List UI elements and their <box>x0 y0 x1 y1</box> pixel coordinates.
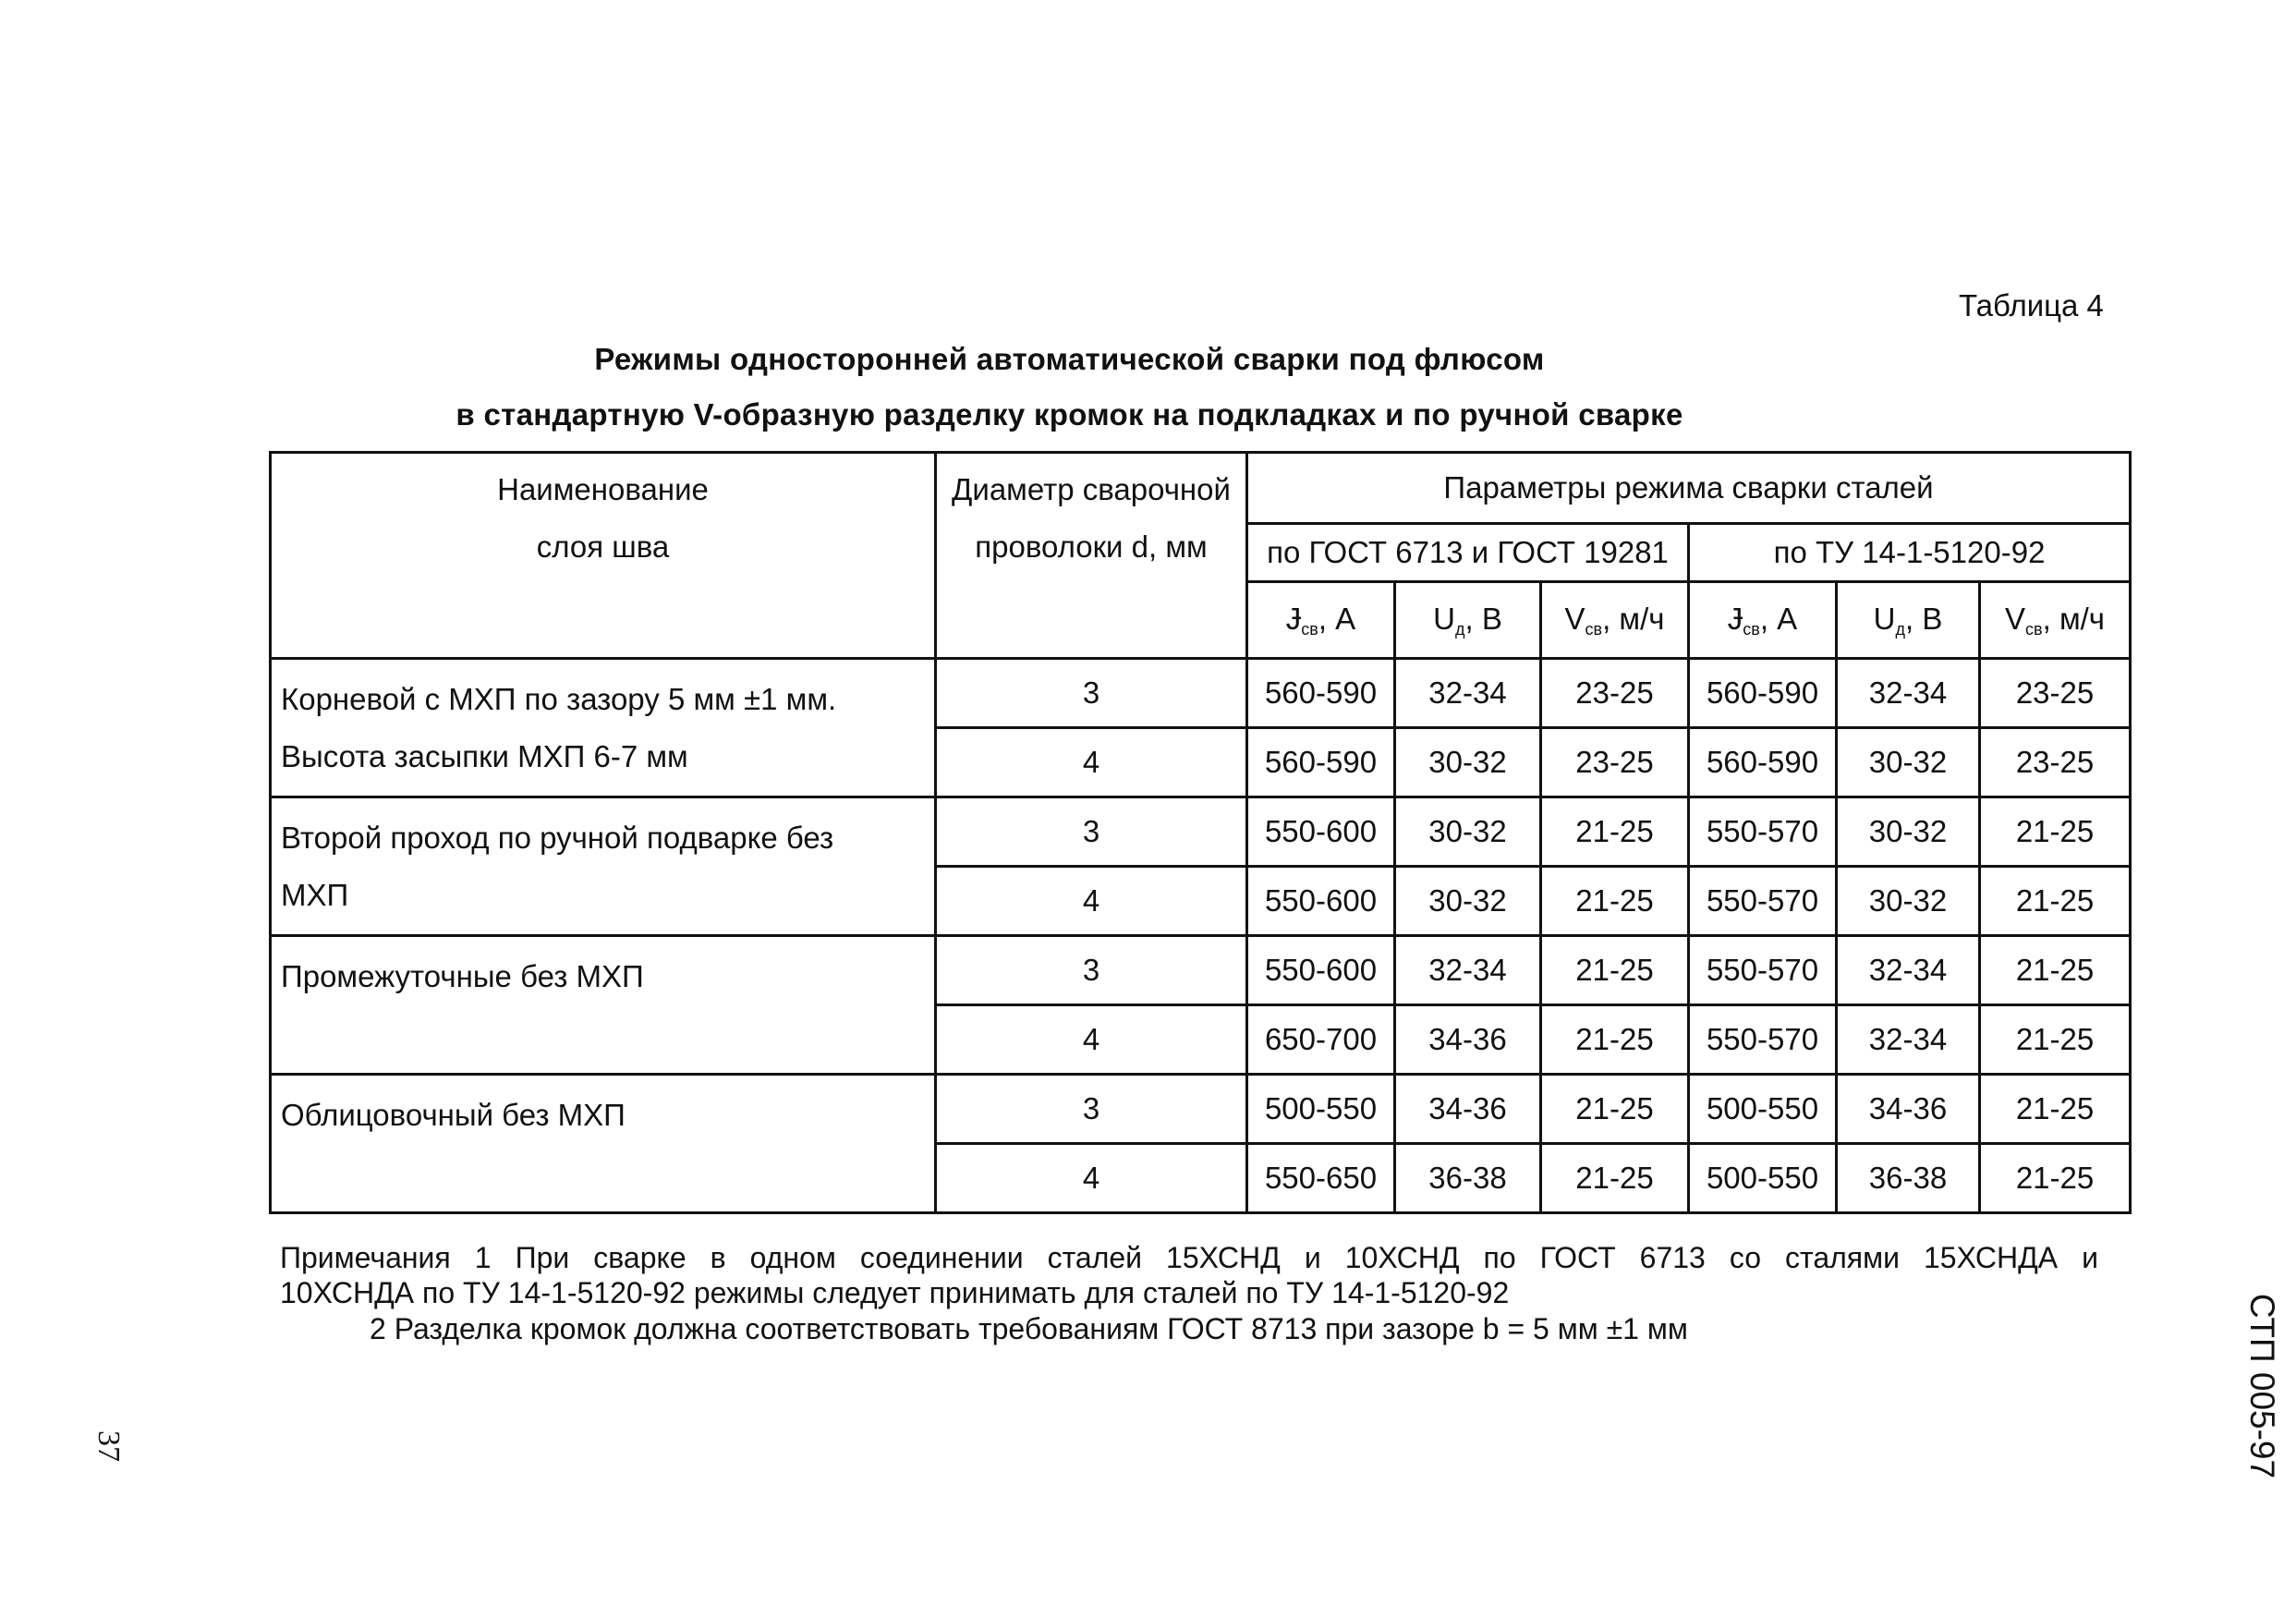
wire-diameter-cell: 3 <box>936 659 1247 728</box>
parameter-value-cell: 560-590 <box>1247 659 1395 728</box>
header-unit-cell <box>1689 582 1837 659</box>
parameter-value-cell: 21-25 <box>1980 1144 2131 1213</box>
parameter-value-cell: 500-550 <box>1689 1144 1837 1213</box>
parameter-value-cell: 21-25 <box>1980 797 2131 867</box>
parameter-value-cell: 21-25 <box>1541 1005 1689 1075</box>
layer-name-line-1: Промежуточные без МХП <box>281 959 644 993</box>
header-layer-name-line-2: слоя шва <box>536 529 670 564</box>
parameter-value-cell: 30-32 <box>1395 797 1541 867</box>
unit-symbol: V <box>1564 601 1585 636</box>
parameter-value-cell: 32-34 <box>1837 936 1980 1005</box>
unit-suffix: , А <box>1759 601 1798 636</box>
layer-name-line-1: Второй проход по ручной подварке без <box>281 821 834 855</box>
header-layer-name <box>271 453 936 659</box>
header-group-tu: по ТУ 14-1-5120-92 <box>1689 524 2131 582</box>
header-unit-cell <box>1541 582 1689 659</box>
parameter-value-cell: 21-25 <box>1541 867 1689 936</box>
parameter-value-cell: 550-570 <box>1689 867 1837 936</box>
unit-symbol: Ɉ <box>1727 601 1743 636</box>
note-1-line-1: Примечания 1 При сварке в одном соединении сталей 15ХСНД и 10ХСНД по ГОСТ 6713 со сталями 15ХСНДА и <box>280 1241 2098 1274</box>
unit-symbol: U <box>1433 601 1455 636</box>
unit-symbol: Ɉ <box>1285 601 1302 636</box>
header-wire-diameter-line-1: Диаметр сварочной <box>952 472 1231 506</box>
layer-name-cell <box>271 659 936 797</box>
unit-suffix: , В <box>1464 601 1502 636</box>
wire-diameter-cell: 3 <box>936 797 1247 867</box>
header-unit-label <box>2005 602 2105 639</box>
unit-suffix: , м/ч <box>2042 601 2105 636</box>
welding-modes-table <box>269 451 2132 1214</box>
table-title-line-2: в стандартную V-образную разделку кромок на подкладках и по ручной сварке <box>456 397 1683 432</box>
layer-name-line-2: МХП <box>281 878 349 912</box>
layer-name-line-1: Облицовочный без МХП <box>281 1098 626 1132</box>
parameter-value-cell: 550-570 <box>1689 1005 1837 1075</box>
parameter-value-cell: 550-570 <box>1689 936 1837 1005</box>
parameter-value-cell: 21-25 <box>1980 1005 2131 1075</box>
wire-diameter-cell: 4 <box>936 867 1247 936</box>
parameter-value-cell: 23-25 <box>1541 659 1689 728</box>
header-unit-label <box>1565 602 1665 639</box>
table-row <box>271 797 2131 867</box>
parameter-value-cell: 32-34 <box>1837 1005 1980 1075</box>
parameter-value-cell: 550-600 <box>1247 936 1395 1005</box>
unit-subscript: св <box>2025 619 2043 639</box>
header-unit-cell <box>1247 582 1395 659</box>
parameter-value-cell: 34-36 <box>1395 1005 1541 1075</box>
note-2: 2 Разделка кромок должна соответствовать требованиям ГОСТ 8713 при зазоре b = 5 мм ±1 мм <box>370 1312 1688 1345</box>
header-welding-parameters: Параметры режима сварки сталей <box>1247 453 2131 524</box>
unit-subscript: д <box>1895 619 1905 639</box>
parameter-value-cell: 21-25 <box>1980 936 2131 1005</box>
header-unit-cell <box>1395 582 1541 659</box>
page-number: 37 <box>91 1430 126 1462</box>
layer-name-line-1: Корневой с МХП по зазору 5 мм ±1 мм. <box>281 682 837 716</box>
layer-name-cell <box>271 1075 936 1213</box>
table-row <box>271 1075 2131 1144</box>
parameter-value-cell: 30-32 <box>1837 797 1980 867</box>
parameter-value-cell: 560-590 <box>1689 659 1837 728</box>
unit-symbol: U <box>1873 601 1896 636</box>
unit-suffix: , В <box>1905 601 1943 636</box>
parameter-value-cell: 550-600 <box>1247 797 1395 867</box>
header-group-gost: по ГОСТ 6713 и ГОСТ 19281 <box>1247 524 1689 582</box>
parameter-value-cell: 30-32 <box>1395 728 1541 797</box>
wire-diameter-cell: 4 <box>936 728 1247 797</box>
parameter-value-cell: 32-34 <box>1395 659 1541 728</box>
parameter-value-cell: 650-700 <box>1247 1005 1395 1075</box>
wire-diameter-cell: 3 <box>936 1075 1247 1144</box>
parameter-value-cell: 550-600 <box>1247 867 1395 936</box>
parameter-value-cell: 21-25 <box>1541 797 1689 867</box>
parameter-value-cell: 30-32 <box>1837 728 1980 797</box>
table-number: Таблица 4 <box>1959 288 2104 322</box>
header-unit-cell <box>1980 582 2131 659</box>
parameter-value-cell: 30-32 <box>1395 867 1541 936</box>
parameter-value-cell: 21-25 <box>1541 1075 1689 1144</box>
unit-subscript: д <box>1454 619 1465 639</box>
table-row <box>271 936 2131 1005</box>
wire-diameter-cell: 3 <box>936 936 1247 1005</box>
table-row <box>271 659 2131 728</box>
header-unit-label <box>1286 602 1355 639</box>
unit-subscript: св <box>1743 619 1760 639</box>
layer-name-cell <box>271 797 936 936</box>
unit-symbol: V <box>2005 601 2026 636</box>
unit-suffix: , м/ч <box>1602 601 1665 636</box>
parameter-value-cell: 550-570 <box>1689 797 1837 867</box>
parameter-value-cell: 21-25 <box>1541 936 1689 1005</box>
parameter-value-cell: 560-590 <box>1689 728 1837 797</box>
parameter-value-cell: 23-25 <box>1541 728 1689 797</box>
parameter-value-cell: 21-25 <box>1541 1144 1689 1213</box>
header-unit-label <box>1433 602 1502 639</box>
header-unit-label <box>1874 602 1943 639</box>
wire-diameter-cell: 4 <box>936 1005 1247 1075</box>
parameter-value-cell: 32-34 <box>1395 936 1541 1005</box>
parameter-value-cell: 21-25 <box>1980 1075 2131 1144</box>
parameter-value-cell: 36-38 <box>1837 1144 1980 1213</box>
parameter-value-cell: 500-550 <box>1689 1075 1837 1144</box>
parameter-value-cell: 23-25 <box>1980 659 2131 728</box>
unit-subscript: св <box>1585 619 1603 639</box>
wire-diameter-cell: 4 <box>936 1144 1247 1213</box>
parameter-value-cell: 36-38 <box>1395 1144 1541 1213</box>
document-code: СТП 005-97 <box>2243 1293 2281 1479</box>
parameter-value-cell: 34-36 <box>1837 1075 1980 1144</box>
parameter-value-cell: 30-32 <box>1837 867 1980 936</box>
parameter-value-cell: 500-550 <box>1247 1075 1395 1144</box>
note-1-line-2: 10ХСНДА по ТУ 14-1-5120-92 режимы следует принимать для сталей по ТУ 14-1-5120-92 <box>280 1276 1510 1309</box>
header-unit-cell <box>1837 582 1980 659</box>
unit-subscript: св <box>1301 619 1318 639</box>
parameter-value-cell: 550-650 <box>1247 1144 1395 1213</box>
header-wire-diameter <box>936 453 1247 659</box>
table-title-line-1: Режимы односторонней автоматической сварки под флюсом <box>594 342 1545 376</box>
header-wire-diameter-line-2: проволоки d, мм <box>975 529 1208 564</box>
header-unit-label <box>1728 602 1797 639</box>
header-layer-name-line-1: Наименование <box>497 472 709 506</box>
parameter-value-cell: 560-590 <box>1247 728 1395 797</box>
layer-name-cell <box>271 936 936 1075</box>
parameter-value-cell: 34-36 <box>1395 1075 1541 1144</box>
parameter-value-cell: 32-34 <box>1837 659 1980 728</box>
parameter-value-cell: 23-25 <box>1980 728 2131 797</box>
unit-suffix: , А <box>1318 601 1356 636</box>
layer-name-line-2: Высота засыпки МХП 6-7 мм <box>281 739 688 773</box>
parameter-value-cell: 21-25 <box>1980 867 2131 936</box>
